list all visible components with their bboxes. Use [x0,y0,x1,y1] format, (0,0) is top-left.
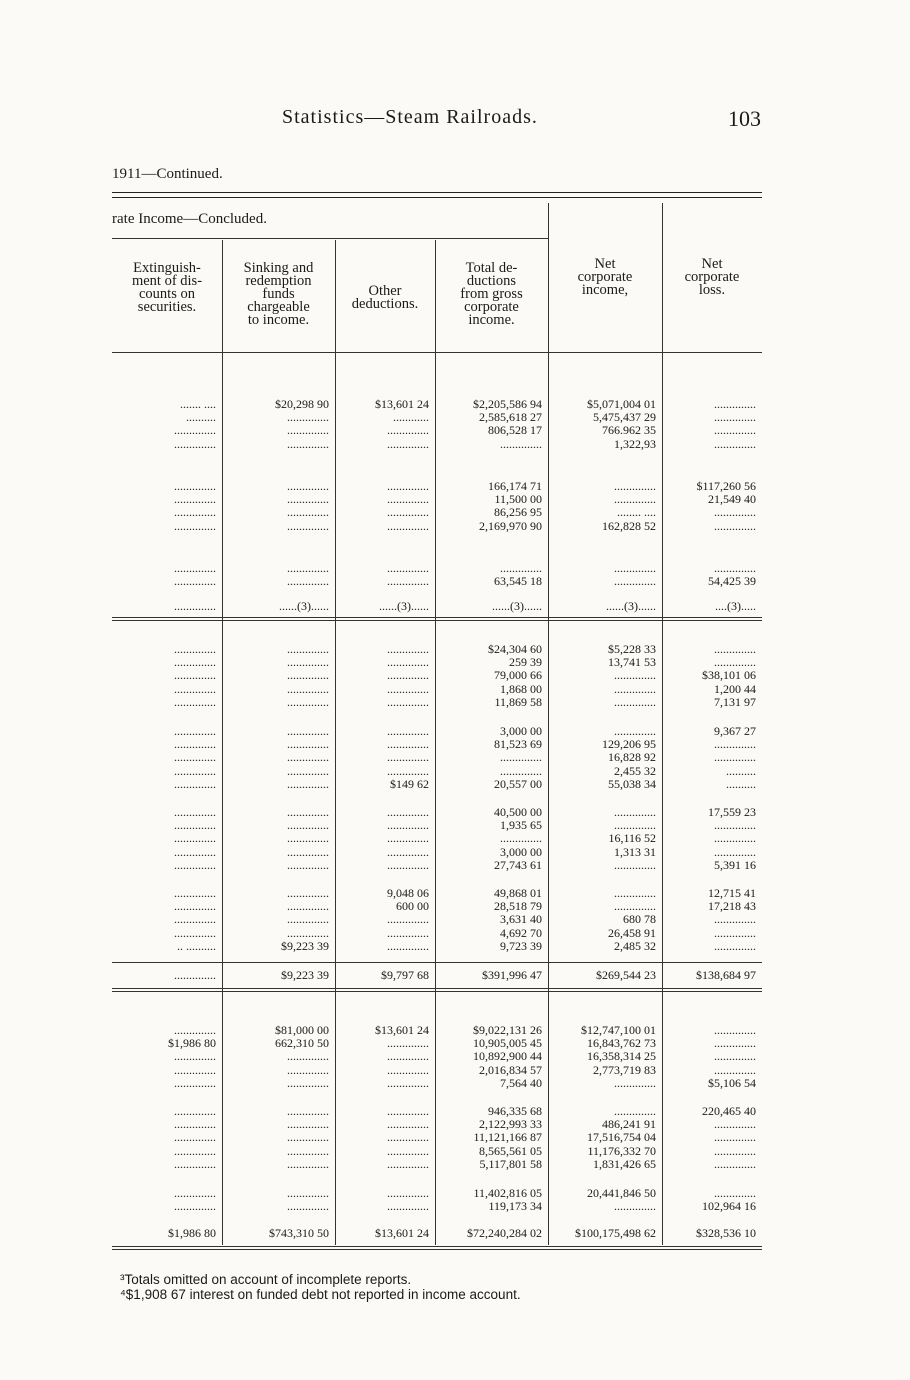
cell-net: .............. .............. [614,561,656,589]
cell-net: .............. .............. ........ .... 162,828 52 [602,479,656,533]
cell-loss: .............. 102,964 16 [702,1186,756,1214]
cell-loss: .............. .............. .............. .............. [714,397,756,451]
cell-net: $12,747,100 01 16,843,762 73 16,358,314 25 2,773,719 83 .............. [581,1023,656,1090]
cell-ext: .............. .............. .............. .............. .. .......... [174,886,216,953]
page-number: 103 [728,106,761,131]
group-rule [112,962,762,963]
cell-total: $24,304 60 259 39 79,000 66 1,868 00 11,869 58 [488,642,542,709]
cell-sink: .............. .............. .............. .............. .............. [287,805,329,872]
cell-other: 9,048 06 600 00 .............. .............. .............. [387,886,429,953]
cell-net: $100,175,498 62 [575,1226,656,1240]
column-header-ext: Extinguish- ment of dis- counts on securities. [131,260,203,315]
column-separator [335,240,336,1245]
group-rule [112,617,762,621]
cell-net: $5,228 33 13,741 53 .............. .............. .............. [608,642,656,709]
top-rule [112,192,762,193]
cell-total: $72,240,284 02 [467,1226,542,1240]
column-header-net: Net corporate income, [577,256,633,298]
group-rule [112,988,762,992]
cell-net: $269,544 23 [596,968,656,982]
cell-loss: 9,367 27 .............. .............. .......... .......... [714,724,756,791]
column-separator [222,240,223,1245]
cell-total: $9,022,131 26 10,905,005 45 10,892,900 44 2,016,834 57 7,564 40 [473,1023,542,1090]
cell-total: $391,996 47 [482,968,542,982]
cell-total: ......(3)...... [492,599,542,613]
cell-sink: .............. .............. [287,561,329,589]
cell-total: 40,500 00 1,935 65 .............. 3,000 00 27,743 61 [494,805,542,872]
cell-loss: .............. .............. $38,101 06 1,200 44 7,131 97 [702,642,756,709]
cell-sink: ......(3)...... [279,599,329,613]
cell-other: ......(3)...... [379,599,429,613]
cell-loss: $138,684 97 [696,968,756,982]
cell-sink: $20,298 90 .............. .............. .............. [275,397,329,451]
footnote-4: ⁴$1,908 67 interest on funded debt not reported in income account. [120,1287,521,1302]
cell-other: .............. .............. [387,561,429,589]
cell-sink: $743,310 50 [269,1226,329,1240]
cell-sink: $9,223 39 [281,968,329,982]
cell-total: 946,335 68 2,122,993 33 11,121,166 87 8,565,561 05 5,117,801 58 [473,1104,542,1171]
cell-ext: .............. $1,986 80 .............. .............. .............. [168,1023,216,1090]
cell-net: .............. .............. 680 78 26,458 91 2,485 32 [608,886,656,953]
cell-ext: ....... .... .......... .............. .............. [174,397,216,451]
cell-sink: .............. .............. .............. .............. .............. [287,724,329,791]
cell-other: .............. .............. [387,1186,429,1214]
year-continued-label: 1911—Continued. [112,166,223,182]
cell-total: 3,000 00 81,523 69 .............. .............. 20,557 00 [494,724,542,791]
column-separator [548,203,549,1245]
cell-loss: 17,559 23 .............. .............. .............. 5,391 16 [708,805,756,872]
cell-loss: $328,536 10 [696,1226,756,1240]
cell-sink: .............. .............. .............. .............. .............. [287,642,329,709]
cell-other: .............. .............. .............. .............. [387,479,429,533]
cell-ext: .............. [174,968,216,982]
cell-other: $13,601 24 .............. .............. .............. .............. [375,1023,429,1090]
cell-ext: .............. .............. .............. .............. .............. [174,1104,216,1171]
cell-other: .............. .............. .............. .............. .............. [387,642,429,709]
cell-loss: .............. 54,425 39 [708,561,756,589]
cell-net: 20,441,846 50 .............. [587,1186,656,1214]
cell-net: .............. 129,206 95 16,828 92 2,455 32 55,038 34 [602,724,656,791]
cell-net: ......(3)...... [606,599,656,613]
cell-sink: .............. .............. .............. .............. $9,223 39 [281,886,329,953]
cell-total: 11,402,816 05 119,173 34 [473,1186,542,1214]
cell-other: .............. .............. .............. .............. .............. [387,805,429,872]
cell-net: .............. .............. 16,116 52 1,313 31 .............. [608,805,656,872]
top-rule-2 [112,197,762,198]
cell-loss: $117,260 56 21,549 40 .............. .............. [696,479,756,533]
cell-ext: .............. .............. .............. .............. .............. [174,724,216,791]
cell-total: 49,868 01 28,518 79 3,631 40 4,692 70 9,723 39 [494,886,542,953]
cell-ext: .............. .............. .............. .............. .............. [174,642,216,709]
column-separator [662,203,663,1245]
cell-loss: 220,465 40 .............. .............. .............. .............. [702,1104,756,1171]
column-header-sink: Sinking and redemption funds chargeable to income. [243,260,314,328]
column-header-loss: Net corporate loss. [684,256,740,298]
footnote-3: ³Totals omitted on account of incomplete reports. [120,1272,412,1287]
cell-other: $13,601 24 [375,1226,429,1240]
cell-sink: .............. .............. [287,1186,329,1214]
cell-ext: .............. .............. [174,561,216,589]
cell-other: $9,797 68 [381,968,429,982]
cell-total: 166,174 71 11,500 00 86,256 95 2,169,970 90 [479,479,542,533]
cell-net: $5,071,004 01 5,475,437 29 766.962 35 1,322,93 [587,397,656,451]
cell-ext: .............. .............. .............. .............. [174,479,216,533]
cell-total: .............. 63,545 18 [494,561,542,589]
cell-total: $2,205,586 94 2,585,618 27 806,528 17 .............. [473,397,542,451]
cell-sink: .............. .............. .............. .............. [287,479,329,533]
cell-loss: 12,715 41 17,218 43 .............. .............. .............. [708,886,756,953]
cell-loss: .............. .............. .............. .............. $5,106 54 [708,1023,756,1090]
column-header-total: Total de- ductions from gross corporate income. [460,260,523,328]
cell-ext: .............. .............. [174,1186,216,1214]
cell-other: $13,601 24 ............ .............. .............. [375,397,429,451]
cell-ext: .............. [174,599,216,613]
section-underline [112,238,548,239]
cell-loss: ....(3)..... [715,599,756,613]
section-title: rate Income—Concluded. [112,211,267,227]
column-header-other: Other deductions. [351,283,419,312]
column-separator [435,240,436,1245]
cell-other: .............. .............. .............. .............. $149 62 [387,724,429,791]
cell-ext: $1,986 80 [168,1226,216,1240]
cell-net: .............. 486,241 91 17,516,754 04 11,176,332 70 1,831,426 65 [587,1104,656,1171]
cell-sink: $81,000 00 662,310 50 .............. .............. .............. [275,1023,329,1090]
header-rule [112,352,762,353]
cell-sink: .............. .............. .............. .............. .............. [287,1104,329,1171]
running-title: Statistics—Steam Railroads. [282,106,538,128]
cell-ext: .............. .............. .............. .............. .............. [174,805,216,872]
cell-other: .............. .............. .............. .............. .............. [387,1104,429,1171]
group-rule [112,1246,762,1250]
